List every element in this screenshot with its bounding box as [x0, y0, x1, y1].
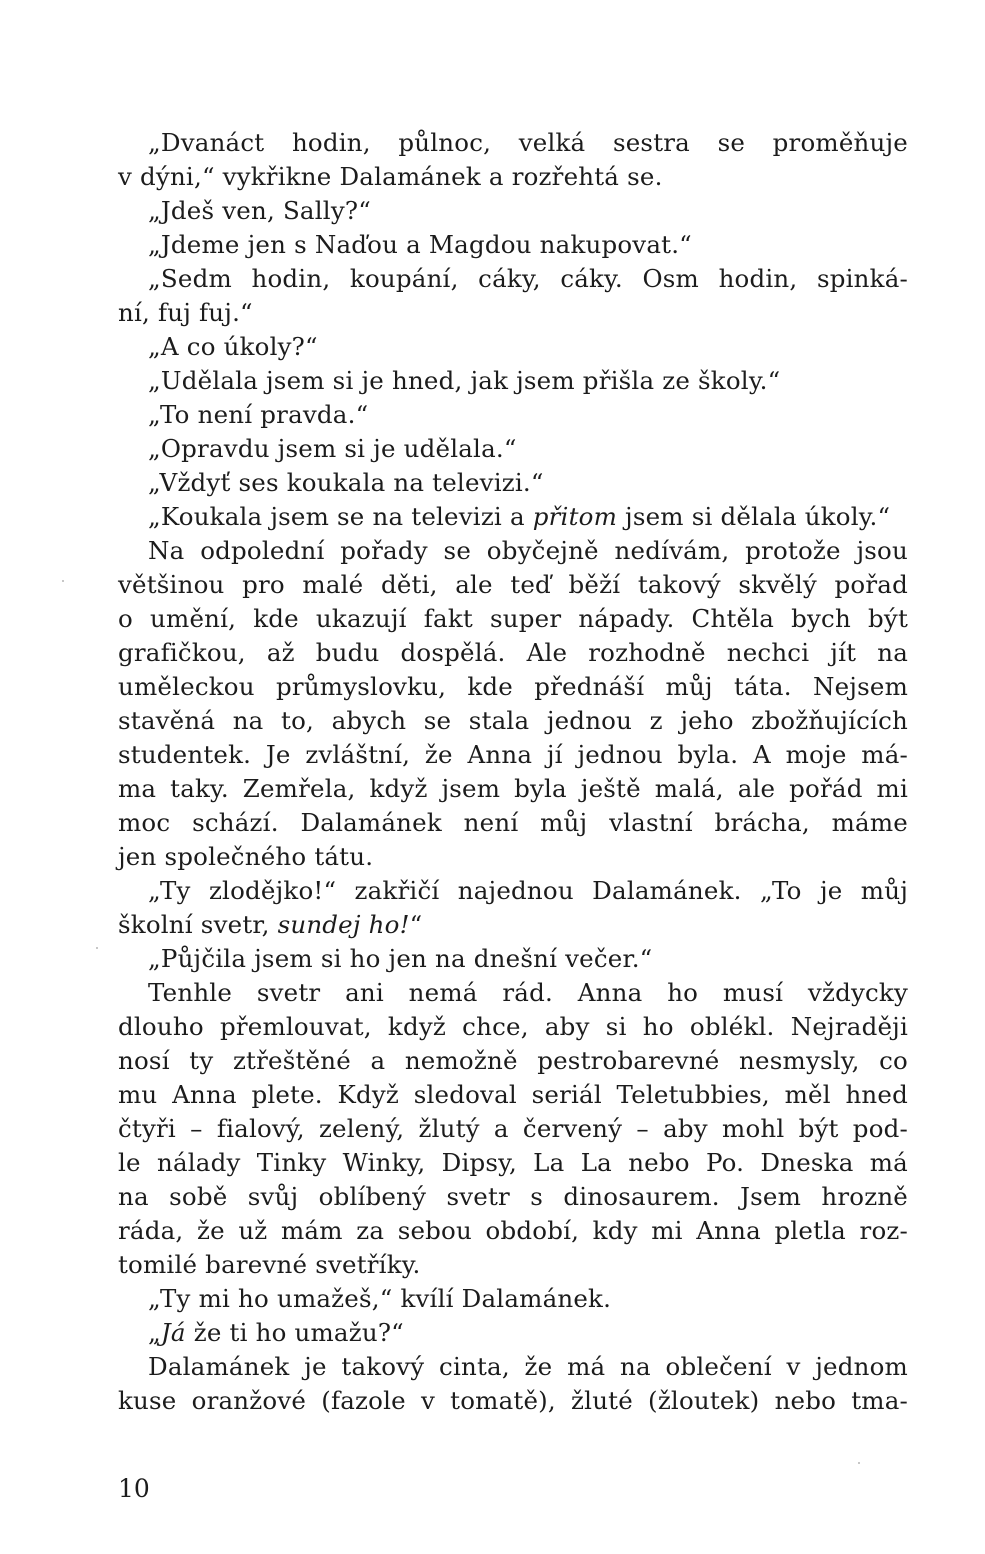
text-line: „To není pravda.“ [148, 400, 369, 429]
text-line: „Jdeme jen s Naďou a Magdou nakupovat.“ [148, 230, 692, 259]
text-segment: školní svetr, [118, 910, 278, 939]
text-line: „Ty mi ho umažeš,“ kvílí Dalamánek. [148, 1284, 612, 1313]
page-number: 10 [118, 1474, 150, 1503]
text-line: „Dvanáct hodin, půlnoc, velká sestra se proměňuje [148, 128, 908, 157]
text-line-mixed [118, 500, 908, 534]
text-line: stavěná na to, abych se stala jednou z jeho zbožňujících [118, 706, 908, 735]
italic-phrase: sundej ho! [277, 910, 410, 939]
text-line-mixed [118, 1316, 908, 1350]
text-line-mixed [118, 908, 908, 942]
text-line: „Opravdu jsem si je udělala.“ [148, 434, 517, 463]
text-line: „Ty zlodějko!“ zakřičí najednou Dalamánek. „To je můj [148, 876, 908, 905]
text-line: uměleckou průmyslovku, kde přednáší můj táta. Nejsem [118, 672, 908, 701]
text-line: „Půjčila jsem si ho jen na dnešní večer.“ [148, 944, 653, 973]
paper-speck [62, 580, 64, 582]
text-line: v dýni,“ vykřikne Dalamánek a rozřehtá se. [118, 162, 663, 191]
text-line: „Sedm hodin, koupání, cáky, cáky. Osm hodin, spinká- [148, 264, 908, 293]
text-line: kuse oranžové (fazole v tomatě), žluté (žloutek) nebo tma- [118, 1386, 908, 1415]
text-line: ráda, že už mám za sebou období, kdy mi Anna pletla roz- [118, 1216, 908, 1245]
text-line: jen společného tátu. [118, 842, 374, 871]
text-line: „Vždyť ses koukala na televizi.“ [148, 468, 544, 497]
text-line: čtyři – fialový, zelený, žlutý a červený – aby mohl být pod- [118, 1114, 908, 1143]
text-line: „Udělala jsem si je hned, jak jsem přišla ze školy.“ [148, 366, 781, 395]
text-line: většinou pro malé děti, ale teď běží takový skvělý pořad [118, 570, 908, 599]
text-line: „Jdeš ven, Sally?“ [148, 196, 371, 225]
text-line: tomilé barevné svetříky. [118, 1250, 421, 1279]
text-line: dlouho přemlouvat, když chce, aby si ho oblékl. Nejraději [118, 1012, 908, 1041]
text-line: grafičkou, až budu dospělá. Ale rozhodně nechci jít na [118, 638, 908, 667]
text-segment: „ [148, 1318, 161, 1347]
text-line: Dalamánek je takový cinta, že má na oblečení v jednom [148, 1352, 908, 1381]
text-line: le nálady Tinky Winky, Dipsy, La La nebo Po. Dneska má [118, 1148, 908, 1177]
text-line: mu Anna plete. Když sledoval seriál Teletubbies, měl hned [118, 1080, 908, 1109]
text-line: ní, fuj fuj.“ [118, 298, 253, 327]
text-line: o umění, kde ukazují fakt super nápady. Chtěla bych být [118, 604, 908, 633]
text-line: moc schází. Dalamánek není můj vlastní brácha, máme [118, 808, 908, 837]
body-text [118, 126, 908, 1418]
paper-speck [96, 947, 98, 949]
text-segment: „Koukala jsem se na televizi a [148, 502, 533, 531]
paper-speck [858, 1462, 860, 1464]
text-line: na sobě svůj oblíbený svetr s dinosaurem. Jsem hrozně [118, 1182, 908, 1211]
italic-word: Já [160, 1318, 186, 1347]
text-segment: “ [409, 910, 423, 939]
text-line: studentek. Je zvláštní, že Anna jí jednou byla. A moje má- [118, 740, 908, 769]
text-line: Tenhle svetr ani nemá rád. Anna ho musí vždycky [148, 978, 908, 1007]
text-segment: že ti ho umažu?“ [185, 1318, 404, 1347]
text-line: Na odpolední pořady se obyčejně nedívám, protože jsou [148, 536, 908, 565]
text-segment: jsem si dělala úkoly.“ [617, 502, 891, 531]
text-line: „A co úkoly?“ [148, 332, 318, 361]
text-line: nosí ty ztřeštěné a nemožně pestrobarevné nesmysly, co [118, 1046, 908, 1075]
italic-word: přitom [532, 502, 618, 531]
text-line: ma taky. Zemřela, když jsem byla ještě malá, ale pořád mi [118, 774, 908, 803]
